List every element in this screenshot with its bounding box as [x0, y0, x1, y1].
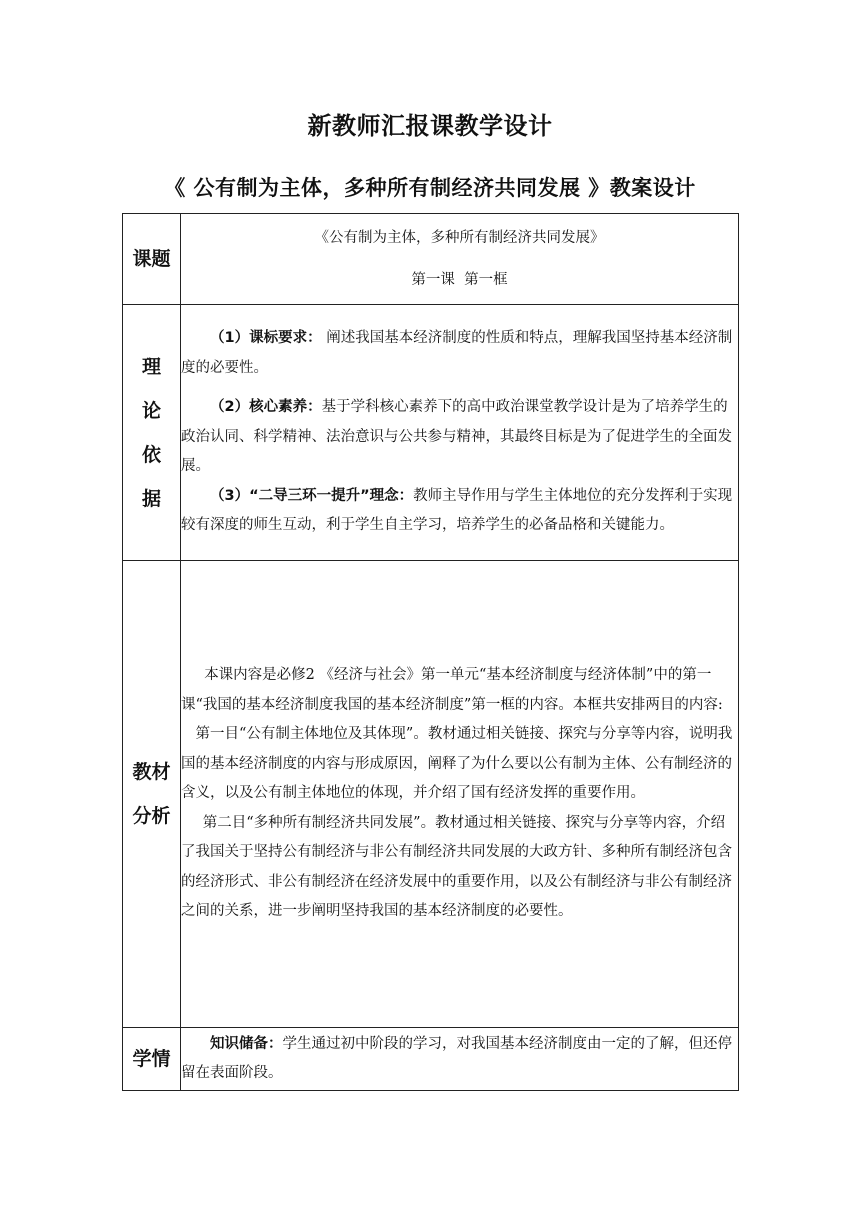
- row-label-topic: 课题: [123, 214, 181, 305]
- row-label-theory-text: 理论依据: [142, 355, 162, 510]
- row-label-student: 学情: [123, 1028, 181, 1091]
- topic-cell: [181, 214, 739, 305]
- document-subtitle: 《 公有制为主体，多种所有制经济共同发展 》教案设计: [164, 176, 696, 200]
- material-paragraph: 第二目“多种所有制经济共同发展”。教材通过相关链接、探究与分享等内容，介绍了我国关于坚持公有制经济与非公有制经济共同发展的大政方针、多种所有制经济包含的经济形式、非公有制经济在经济发展中的重要作用，以及公有制经济与非公有制经济之间的关系，进一步阐明坚持我国的基本经济制度的必要性。: [181, 814, 732, 920]
- student-paragraph: [181, 1030, 738, 1089]
- table-row: [123, 214, 739, 305]
- theory-item-heading: （3）“二导三环一提升”理念：: [210, 487, 414, 504]
- student-heading: 知识储备：: [210, 1035, 283, 1052]
- student-text: 学生通过初中阶段的学习，对我国基本经济制度由一定的了解，但还停留在表面阶段。: [181, 1035, 732, 1081]
- theory-item-text: 教师主导作用与学生主体地位的充分发挥利于实现较有深度的师生互动，利于学生自主学习，培养学生的必备品格和关键能力。: [181, 487, 733, 534]
- lesson-plan-table: [122, 213, 739, 1091]
- theory-item: [181, 393, 738, 482]
- material-cell: [181, 561, 739, 1028]
- theory-item-heading: （1）课标要求：: [210, 330, 322, 347]
- row-label-material-text: 教材分析: [132, 761, 171, 827]
- theory-item-text: 基于学科核心素养下的高中政治课堂教学设计是为了培养学生的政治认同、科学精神、法治意识与公共参与精神，其最终目标是为了促进学生的全面发展。: [181, 399, 732, 475]
- table-row: [123, 561, 739, 1028]
- theory-item-text: 阐述我国基本经济制度的性质和特点，理解我国坚持基本经济制度的必要性。: [181, 330, 733, 376]
- table-row: [123, 1028, 739, 1091]
- material-paragraph: 本课内容是必修2 《经济与社会》第一单元“基本经济制度与经济体制”中的第一课“我国的基本经济制度我国的基本经济制度”第一框的内容。本框共安排两目的内容:: [181, 667, 723, 713]
- theory-item-heading: （2）核心素养：: [210, 399, 322, 416]
- student-cell: [181, 1028, 739, 1091]
- theory-item: [181, 482, 738, 541]
- document-title: 新教师汇报课教学设计: [307, 112, 553, 140]
- row-label-material: [123, 561, 181, 1028]
- table-row: [123, 305, 739, 561]
- topic-title: 《公有制为主体，多种所有制经济共同发展》: [314, 230, 605, 246]
- material-paragraph: 第一目“公有制主体地位及其体现”。教材通过相关链接、探究与分享等内容，说明我国的基本经济制度的内容与形成原因，阐释了为什么要以公有制为主体、公有制经济的含义，以及公有制主体地位的体现，并介绍了国有经济发挥的重要作用。: [181, 726, 733, 802]
- row-label-theory: [123, 305, 181, 561]
- theory-cell: [181, 305, 739, 561]
- theory-item: [181, 324, 738, 383]
- topic-lesson: 第一课 第一框: [411, 272, 508, 288]
